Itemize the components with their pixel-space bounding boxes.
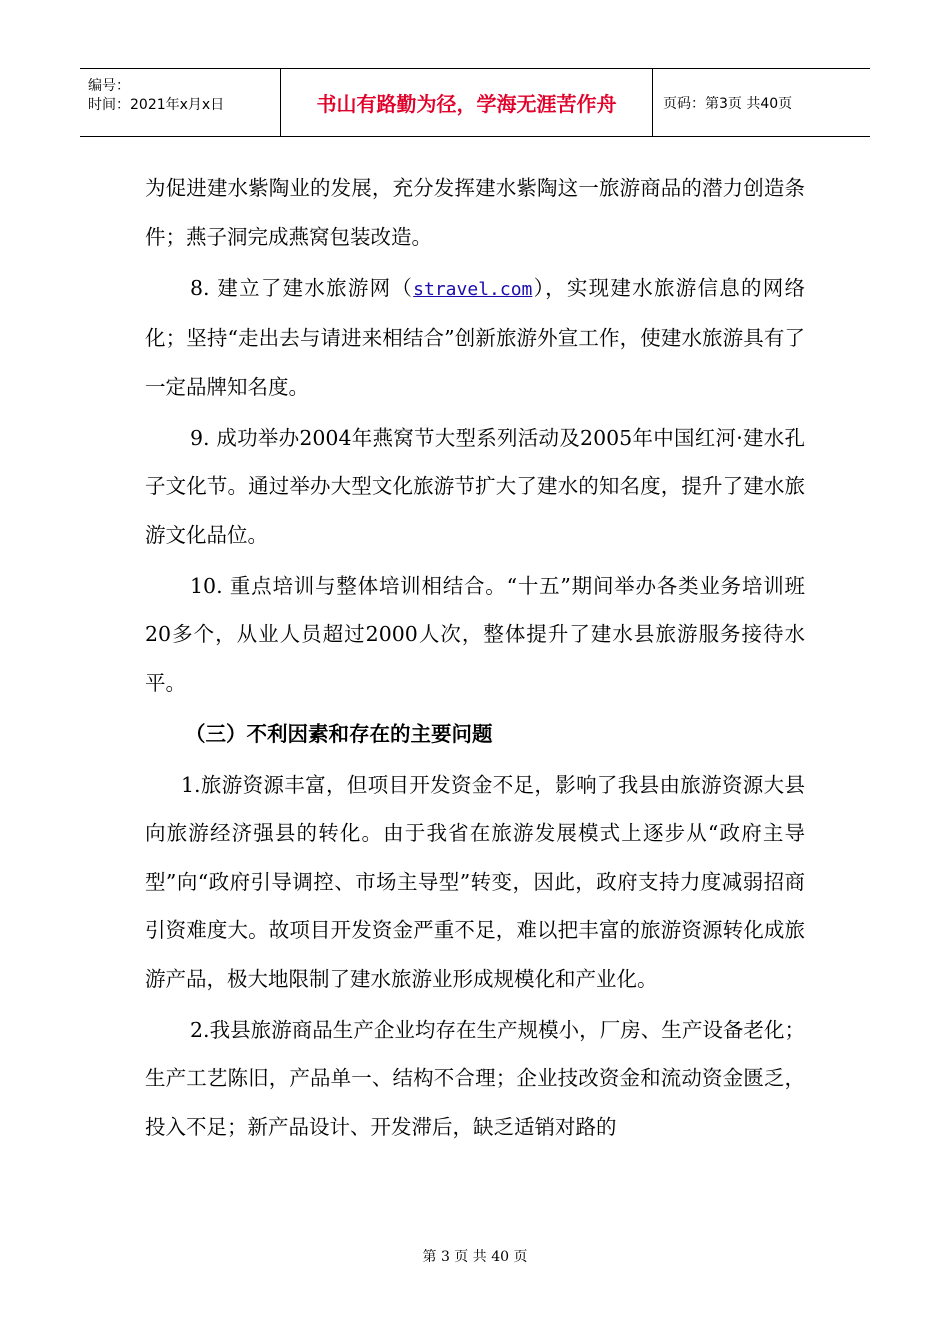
doc-time-label: 时间：2021年x月x日 <box>88 97 225 113</box>
paragraph-4: 10. 重点培训与整体培训相结合。“十五”期间举办各类业务培训班20多个，从业人员超过2000人次，整体提升了建水县旅游服务接待水平。 <box>145 573 805 695</box>
header-meta <box>80 69 280 136</box>
paragraph-2-text-start: 8. 建立了建水旅游网（ <box>190 275 414 300</box>
header-motto: 书山有路勤为径，学海无涯苦作舟 <box>280 69 653 136</box>
section-heading: （三）不利因素和存在的主要问题 <box>185 721 493 746</box>
paragraph-2 <box>145 264 805 412</box>
doc-number-label: 编号： <box>88 78 130 94</box>
header-page-info: 页码：第3页 共40页 <box>663 95 793 112</box>
page-footer: 第 3 页 共 40 页 <box>422 1249 528 1265</box>
page-header <box>80 68 870 137</box>
document-body <box>145 164 805 1154</box>
paragraph-2-text-end: ），实现建水旅游信息的网络化；坚持“走出去与请进来相结合”创新旅游外宣工作，使建水旅游具有了一定品牌知名度。 <box>145 275 806 399</box>
paragraph-6: 2.我县旅游商品生产企业均存在生产规模小，厂房、生产设备老化；生产工艺陈旧，产品单一、结构不合理；企业技改资金和流动资金匮乏，投入不足；新产品设计、开发滞后，缺乏适销对路的 <box>145 1017 805 1139</box>
paragraph-5: 1.旅游资源丰富，但项目开发资金不足，影响了我县由旅游资源大县向旅游经济强县的转化。由于我省在旅游发展模式上逐步从“政府主导型”向“政府引导调控、市场主导型”转变，因此，政府支持力度减弱招商引资难度大。故项目开发资金严重不足，难以把丰富的旅游资源转化成旅游产品，极大地限制了建水旅游业形成规模化和产业化。 <box>145 772 805 991</box>
paragraph-1: 为促进建水紫陶业的发展，充分发挥建水紫陶这一旅游商品的潜力创造条件；燕子洞完成燕窝包装改造。 <box>145 176 805 249</box>
website-link[interactable]: stravel.com <box>413 278 533 300</box>
paragraph-3: 9. 成功举办2004年燕窝节大型系列活动及2005年中国红河·建水孔子文化节。通过举办大型文化旅游节扩大了建水的知名度，提升了建水旅游文化品位。 <box>145 425 805 547</box>
